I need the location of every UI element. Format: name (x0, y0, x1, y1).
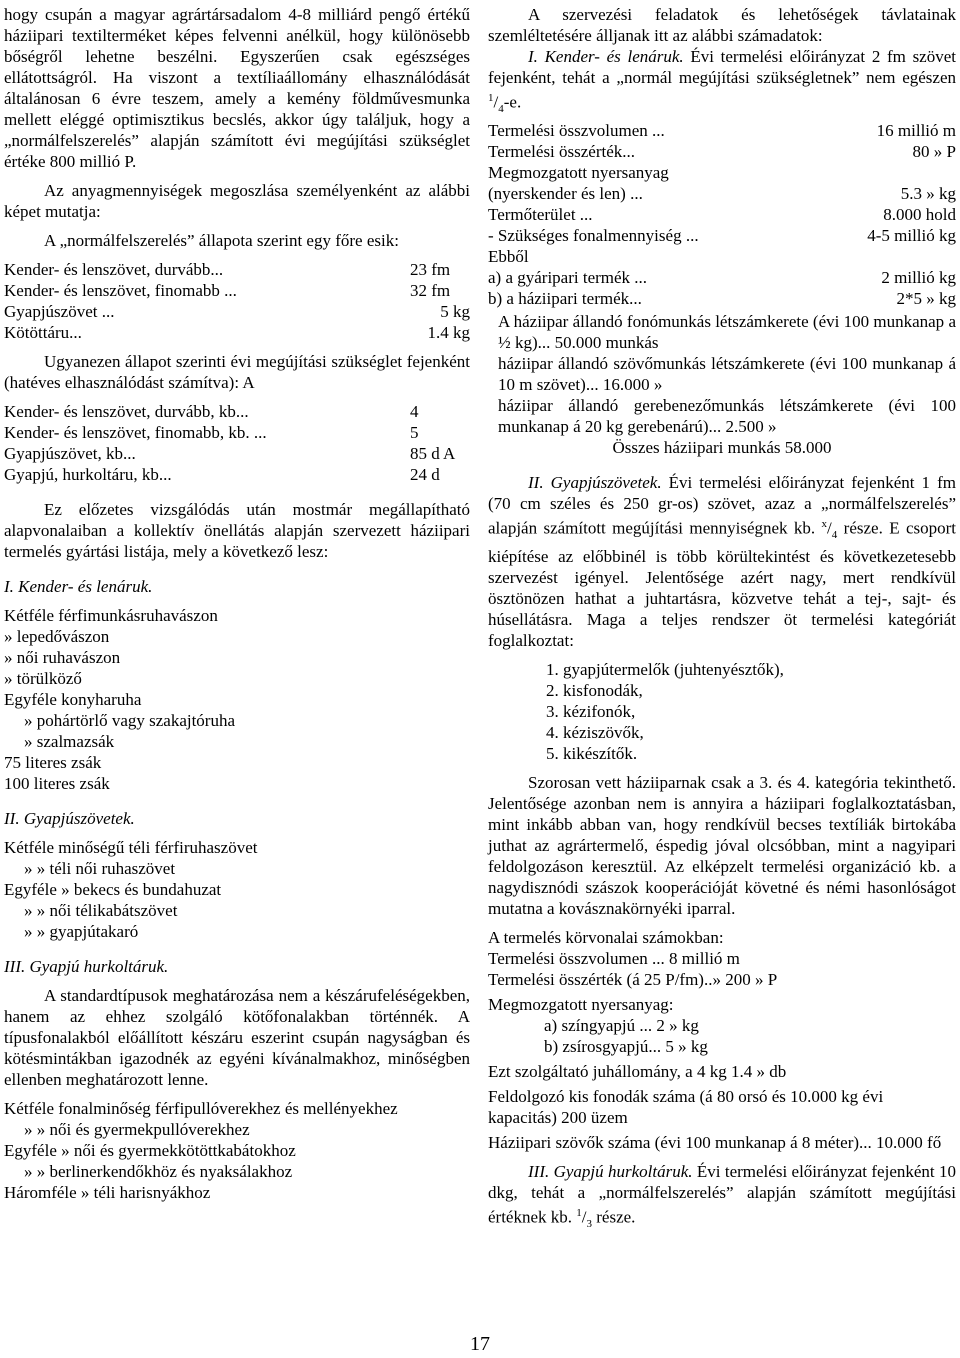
list-item: » szalmazsák (24, 732, 115, 751)
list-item: Kétféle férfimunkásruhavászon (4, 606, 218, 625)
fraction-num: 1 (488, 92, 494, 104)
spacer (488, 764, 956, 772)
row-value: 23 fm (410, 260, 451, 279)
spacer (4, 977, 470, 985)
spacer (4, 794, 470, 808)
row-label: Gyapjú, hurkoltáru, kb... (4, 465, 172, 484)
row-value: 2 millió kg (881, 268, 956, 288)
paragraph-tail: A (242, 373, 255, 392)
spacer (4, 222, 470, 230)
section-heading: II. Gyapjúszövetek. (4, 809, 135, 828)
row-label: Ebből (488, 247, 529, 267)
table-per-capita (4, 259, 470, 343)
list-item: Háromféle » téli harisnyákhoz (4, 1183, 211, 1202)
table-row (488, 288, 956, 309)
paragraph (488, 46, 956, 120)
row-label: - Szükséges fonalmennyiség ... (488, 226, 699, 246)
spacer (4, 942, 470, 956)
list-item: » » berlinerkendőkhöz és nyaksálakhoz (24, 1162, 293, 1181)
list-item: » » női és gyermekpullóverekhez (24, 1120, 250, 1139)
table-row: Termelési összérték (á 25 P/fm)..» 200 » P (488, 970, 778, 990)
row-label: Kender- és lenszövet, durvább... (4, 260, 224, 279)
row-label: Kender- és lenszövet, durvább, kb... (4, 402, 249, 421)
list-item: » pohártörlő vagy szakajtóruha (24, 711, 236, 730)
table-wool-stats (488, 948, 956, 1153)
list-item: » lepedővászon (4, 627, 110, 646)
row-label: Gyapjúszövet ... (4, 302, 115, 321)
table-row: Megmozgatott nyersanyag: (488, 995, 674, 1015)
spacer (4, 172, 470, 180)
spacer (488, 1153, 956, 1161)
spacer (4, 1090, 470, 1098)
table-row (4, 464, 470, 485)
list-item: Kétféle minőségű téli férfiruhaszövet (4, 838, 258, 857)
paragraph-text: Évi termelési előirányzat fejenként 1 fm (70 cm széles és 250 gr-os) szövet, azaz a „normálfelszerelés” alapján számított megújítási mennyiségnek kb. (488, 473, 956, 538)
row-label: Termelési összvolumen ... (488, 121, 665, 141)
spacer (488, 651, 956, 659)
spacer (488, 919, 956, 927)
row-label: Gyapjúszövet, kb... (4, 444, 136, 463)
list-item: » » női télikabátszövet (24, 901, 178, 920)
paragraph: Szorosan vett háziiparnak csak a 3. és 4. kategória tekinthető. Jelentősége azonban nem is annyira a háziipari foglalkoztatásban, mint inkább abban van, hogy rendkívül becses textíliák birtokába juthat az agrártermelő, éspedig jóval olcsóbban, mint a nagyipari feldolgozáson keresztül. Az elképzelt termelési organizáció kb. a nagydisznódi szászok kooperációját követné és némi hasonlóságot mutatna a kovásznakörnyéki iparral. (488, 773, 956, 919)
row-label: Termőterület ... (488, 205, 593, 225)
paragraph: Ez előzetes vizsgálódás után mostmár megállapítható alapvonalaiban a kollektív önellátás alapján szervezett háziipari termelés gyártási listája, mely a következő lesz: (4, 500, 470, 561)
list-item: Egyféle » bekecs és bundahuzat (4, 880, 222, 899)
section-heading: III. Gyapjú hurkoltáruk. (4, 957, 169, 976)
list-item: 1. gyapjútermelők (juhtenyésztők), (546, 660, 784, 680)
table-row (4, 443, 470, 464)
table-row: Ezt szolgáltató juhállomány, a 4 kg 1.4 » db (488, 1062, 787, 1082)
fraction-den: 4 (498, 103, 504, 116)
paragraph-text: része. (592, 1207, 636, 1227)
list-item: » » téli női ruhaszövet (24, 859, 176, 878)
row-value: 4 (410, 402, 419, 421)
table-row (4, 280, 470, 301)
spacer (4, 562, 470, 576)
list-item: » törülköző (4, 669, 82, 688)
spacer (4, 829, 470, 837)
table-row: a) színgyapjú ... 2 » kg (544, 1016, 699, 1036)
row-label: a) a gyáripari termék ... (488, 268, 648, 288)
table-row (4, 322, 470, 343)
fraction-slash: / (827, 518, 832, 538)
list-item: 2. kisfonodák, (546, 681, 643, 701)
row-value: 16 millió m (876, 121, 956, 141)
list-item: 100 literes zsák (4, 774, 110, 793)
paragraph: A standardtípusok meghatározása nem a készárufeléségekben, hanem az ehhez szolgáló kötőfonalakban történnék. A típusfonalakból előállított készáru eszerint csupán nagyságban és kötésmintákban igazodnék az egyéni kívánalmakhoz, minőségben ellenben meghatározott lenne. (4, 986, 470, 1089)
paragraph: hogy csupán a magyar agrártársadalom 4-8 milliárd pengő értékű háziipari textilterméket képes felvenni anélkül, hogy különösebb bőségről lehetne beszélni. Egyszerűen csak egészséges ellátottságról. Ha viszont a textíliaállomány elhasználódását általánosan 6 évre teszem, amely a kemény földművesmunka mellett eléggé optimisztikus becslés, akkor úgy találjuk, hogy a „normálfelszerelés” alapján számított évi megújítási szükséglet értéke 800 millió P. (4, 5, 470, 171)
list-item: Egyféle konyharuha (4, 690, 142, 709)
row-value: 24 d (410, 465, 440, 484)
row-label: Kender- és lenszövet, finomabb, kb. ... (4, 423, 267, 442)
row-value: 5.3 » kg (900, 184, 956, 204)
list-item: » » gyapjútakaró (24, 922, 139, 941)
spacer (4, 393, 470, 401)
fraction-slash: / (493, 92, 499, 112)
table-row: háziipar állandó gerebenezőmunkás létszámkerete (évi 100 munkanap á 20 kg gerebenárú)... 2.500 » (498, 396, 956, 437)
list-item: 5. kikészítők. (546, 744, 638, 764)
paragraph: Az anyagmennyiségek megoszlása személyenként az alábbi képet mutatja: (4, 181, 470, 221)
inline-heading: I. Kender- és lenáruk. (528, 47, 684, 66)
spacer (4, 485, 470, 499)
fraction-slash: / (581, 1207, 587, 1227)
spacer (4, 597, 470, 605)
list-knit (4, 1098, 470, 1203)
category-list (488, 659, 956, 764)
fraction-num: 1 (576, 1207, 582, 1220)
fraction-den: 3 (586, 1218, 593, 1231)
paragraph-text: része. E csoport kiépítése az előbbinél is több körültekintést és következetesebb szervezést igényel. Jelentősége azért nagy, mert rendkívül ösztönözen hathat a juhtartásra, közvetve tehát a tej-, sajt- és húsellátásra. Maga a teljes rendszer öt termelési kategóriát foglalkoztat: (488, 518, 956, 651)
spacer (488, 458, 956, 472)
fraction-num: x (821, 518, 828, 531)
paragraph-text: Ugyanezen állapot szerinti évi megújítási szükséglet fejenként (hatéves elhasználódást számítva): (4, 352, 470, 392)
paragraph (4, 351, 470, 393)
row-value: 4-5 millió kg (867, 226, 956, 246)
paragraph-text: Évi termelési előirányzat 2 fm szövet fejenként, tehát a „normál megújítási szükségletnek” nem egészen (488, 47, 956, 87)
table-row (488, 162, 956, 183)
list-item: 75 literes zsák (4, 753, 102, 772)
inline-heading: II. Gyapjúszövetek. (528, 473, 662, 493)
inline-heading: III. Gyapjú hurkoltáruk. (528, 1162, 693, 1182)
row-label: (nyerskender és len) ... (488, 184, 643, 204)
paragraph (488, 472, 956, 651)
paragraph: A szervezési feladatok és lehetőségek távlatainak szemléltetésére álljanak itt az alábbi számadatok: (488, 5, 956, 45)
right-column (488, 4, 956, 1235)
row-value: 5 (410, 423, 419, 442)
row-value: 2*5 » kg (896, 289, 956, 309)
section-heading: I. Kender- és lenáruk. (4, 577, 153, 596)
table-row (4, 301, 470, 322)
list-item: Egyféle » női és gyermekkötöttkabátokhoz (4, 1141, 296, 1160)
list-wool (4, 837, 470, 942)
table-row: Termelési összvolumen ... 8 millió m (488, 949, 740, 969)
table-row: Feldolgozó kis fonodák száma (á 80 orsó és 10.000 kg évi kapacitás) 200 üzem (488, 1087, 884, 1128)
spacer (4, 343, 470, 351)
table-row (488, 141, 956, 162)
paragraph: A „normálfelszerelés” állapota szerint egy főre esik: (44, 231, 399, 250)
row-label: b) a háziipari termék... (488, 289, 642, 309)
row-label: Termelési összérték... (488, 142, 636, 162)
list-item: Kétféle fonalminőség férfipullóverekhez és mellényekhez (4, 1099, 398, 1118)
page-number: 17 (470, 1333, 490, 1355)
row-label: Kender- és lenszövet, finomabb ... (4, 281, 237, 300)
row-value: 85 d A (410, 444, 456, 463)
table-row (4, 422, 470, 443)
list-item: 4. kéziszövők, (546, 723, 644, 743)
table-row: b) zsírosgyapjú... 5 » kg (544, 1037, 708, 1057)
list-item: 3. kézifonók, (546, 702, 636, 722)
table-row (488, 183, 956, 204)
row-label: Megmozgatott nyersanyag (488, 163, 669, 183)
row-value: 32 fm (410, 281, 451, 300)
row-value: 80 » P (912, 142, 956, 162)
fraction-den: 4 (831, 529, 838, 542)
left-column (4, 4, 470, 1203)
table-row (488, 204, 956, 225)
row-label: Kötöttáru... (4, 323, 82, 342)
table-workforce (488, 311, 956, 458)
table-row (488, 246, 956, 267)
table-renewal (4, 401, 470, 485)
table-row: Összes háziipari munkás 58.000 (612, 438, 832, 458)
row-value: 8.000 hold (883, 205, 956, 225)
table-row (4, 401, 470, 422)
table-row (488, 120, 956, 141)
paragraph-text: -e. (503, 92, 522, 112)
row-value: 1.4 kg (427, 323, 470, 342)
table-row (4, 259, 470, 280)
paragraph (488, 1161, 956, 1235)
paragraph-text: Évi termelési előirányzat fejenként 10 dkg, tehát a „normálfelszerelés” alapján számított megújítási értéknek kb. (488, 1162, 956, 1227)
list-linen (4, 605, 470, 794)
row-value: 5 kg (440, 302, 470, 321)
spacer (4, 251, 470, 259)
table-row: A háziipar állandó fonómunkás létszámkerete (évi 100 munkanap a ½ kg)... 50.000 munkás (498, 312, 956, 353)
table-row: háziipar állandó szövőmunkás létszámkerete (évi 100 munkanap á 10 m szövet)... 16.000 » (498, 354, 956, 395)
table-linen-stats (488, 120, 956, 309)
paragraph: A termelés körvonalai számokban: (488, 928, 724, 948)
list-item: » női ruhavászon (4, 648, 121, 667)
table-row: Háziipari szövők száma (évi 100 munkanap á 8 méter)... 10.000 fő (488, 1133, 942, 1153)
table-row (488, 267, 956, 288)
table-row (488, 225, 956, 246)
